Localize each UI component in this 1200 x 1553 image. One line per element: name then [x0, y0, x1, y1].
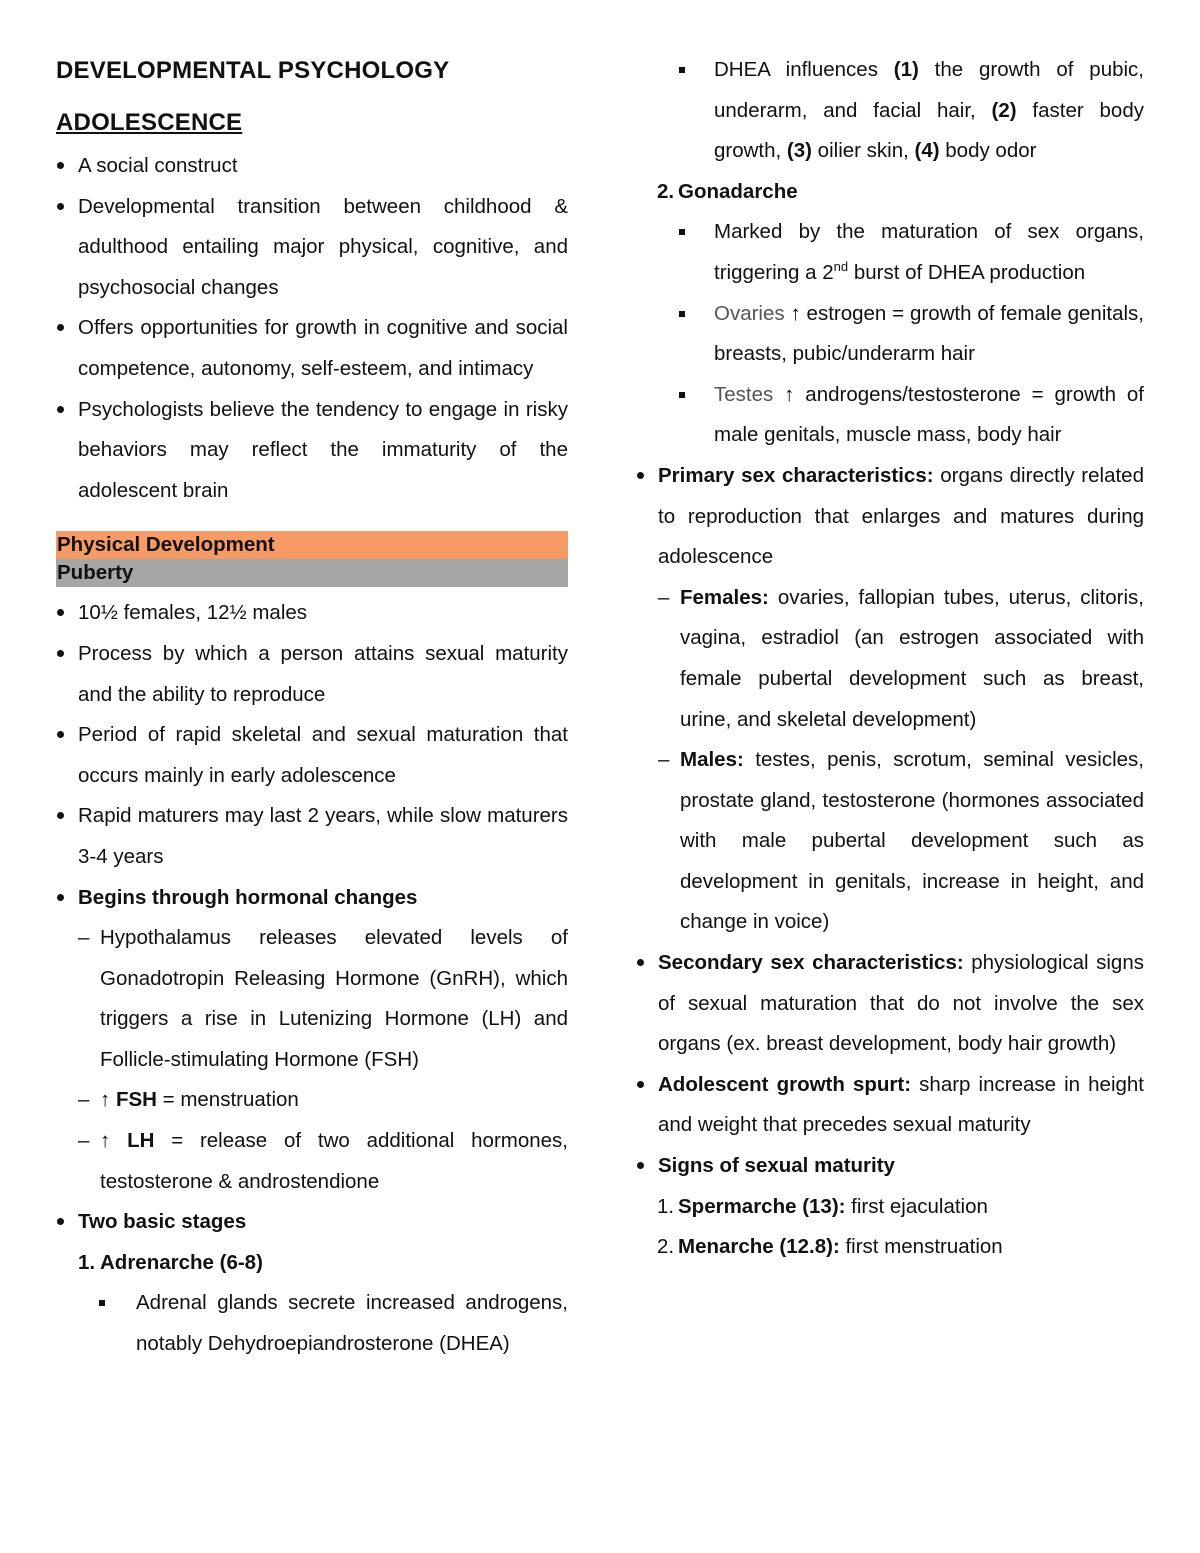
numbered-item: [636, 1187, 1144, 1228]
list-marker: (1): [893, 58, 919, 81]
dash-item: [636, 740, 1144, 943]
list-marker: (4): [914, 139, 940, 163]
text-run: Marked by the maturation of sex organs, triggering a 2: [714, 220, 1144, 284]
definition: testes, penis, scrotum, seminal vesicles, prostate gland, testosterone (hormones associated with male pubertal development such as development in genitals, increase in height, and change in voice): [680, 748, 1144, 934]
dash-marker: –: [658, 748, 670, 772]
text-run: burst of DHEA production: [848, 260, 1086, 284]
bullet-item: Period of rapid skeletal and sexual maturation that occurs mainly in early adolescence: [56, 715, 568, 796]
square-bullet-item: [636, 50, 1144, 172]
hormone-name: LH: [127, 1129, 155, 1153]
bullet-item-heading: Begins through hormonal changes: [56, 878, 568, 919]
bullet-item: [636, 943, 1144, 1065]
hormone-name: FSH: [115, 1088, 157, 1112]
text-run: body odor: [939, 139, 1037, 163]
dash-marker: –: [78, 1129, 90, 1153]
numbered-item: [56, 1243, 568, 1284]
term: Menarche (12.8):: [678, 1235, 840, 1259]
square-bullet-item: [636, 212, 1144, 293]
dash-marker: –: [658, 585, 670, 609]
dash-item-text: = menstruation: [156, 1088, 299, 1112]
bullet-item: Offers opportunities for growth in cognitive and social competence, autonomy, self-esteem, and intimacy: [56, 308, 568, 389]
square-bullet-item: Adrenal glands secrete increased androgens, notably Dehydroepiandrosterone (DHEA): [56, 1283, 568, 1364]
bullet-item: A social construct: [56, 146, 568, 187]
document-title: DEVELOPMENTAL PSYCHOLOGY: [56, 57, 450, 84]
definition: first menstruation: [839, 1235, 1003, 1259]
bullet-item: [636, 456, 1144, 578]
numbered-item-label: Gonadarche: [678, 179, 798, 203]
bullet-item: Process by which a person attains sexual maturity and the ability to reproduce: [56, 634, 568, 715]
square-bullet-item: [636, 294, 1144, 375]
numbered-item: [636, 172, 1144, 213]
bullet-item: 10½ females, 12½ males: [56, 593, 568, 634]
topic-heading: ADOLESCENCE: [56, 109, 243, 136]
term: Spermarche (13):: [678, 1194, 846, 1218]
bullet-item: Developmental transition between childhood & adulthood entailing major physical, cognitive, and psychosocial changes: [56, 187, 568, 309]
text-run: oilier skin,: [811, 139, 915, 163]
definition: first ejaculation: [845, 1194, 988, 1218]
bullet-item: [636, 1065, 1144, 1146]
bullet-item: Rapid maturers may last 2 years, while slow maturers 3-4 years: [56, 796, 568, 877]
dash-item-text: = release of two additional hormones, testosterone & androstendione: [100, 1129, 569, 1193]
dash-item-text: Hypothalamus releases elevated levels of Gonadotropin Releasing Hormone (GnRH), which triggers a rise in Lutenizing Hormone (LH) and Follicle-stimulating Hormone (FSH): [100, 926, 568, 1071]
term: Ovaries: [714, 301, 785, 325]
list-marker: (3): [786, 139, 812, 163]
square-bullet-item: [636, 375, 1144, 456]
dash-item: [636, 578, 1144, 740]
section-heading: Physical Development: [56, 531, 568, 559]
bullet-item-heading: Two basic stages: [56, 1202, 568, 1243]
dash-item: [56, 1121, 568, 1202]
left-column: [56, 50, 568, 1365]
dash-item: [56, 1080, 568, 1121]
list-marker: (2): [991, 98, 1017, 122]
text-run: ↑ androgens/testosterone = growth of male genitals, muscle mass, body hair: [714, 382, 1144, 447]
text-run: faster body growth,: [714, 98, 1144, 163]
term: Adolescent growth spurt:: [658, 1072, 912, 1096]
dash-marker: –: [78, 1088, 90, 1112]
superscript: nd: [833, 259, 849, 275]
term: Testes: [714, 382, 774, 406]
term: Males:: [680, 748, 744, 772]
text-run: ↑ estrogen = growth of female genitals, breasts, pubic/underarm hair: [714, 301, 1144, 366]
definition: ovaries, fallopian tubes, uterus, clitoris, vagina, estradiol (an estrogen associated with female pubertal development such as breast, urine, and skeletal development): [680, 585, 1144, 731]
text-run: DHEA influences: [714, 58, 894, 81]
arrow-up-icon: ↑: [100, 1129, 128, 1153]
item-number: 2.: [657, 179, 675, 203]
subsection-heading: Puberty: [56, 559, 568, 587]
dash-item: [56, 918, 568, 1080]
numbered-item-label: Adrenarche (6-8): [100, 1250, 263, 1274]
text-run: the growth of pubic, underarm, and facial hair,: [714, 58, 1144, 122]
dash-marker: –: [78, 926, 90, 950]
right-column: [636, 50, 1144, 1268]
item-number: 1.: [78, 1250, 96, 1274]
definition: physiological signs of sexual maturation that do not involve the sex organs (ex. breast development, body hair growth): [658, 951, 1144, 1056]
term: Females:: [680, 585, 769, 609]
definition: organs directly related to reproduction that enlarges and matures during adolescence: [658, 463, 1144, 569]
definition: sharp increase in height and weight that precedes sexual maturity: [658, 1072, 1144, 1137]
item-number: 2.: [657, 1235, 675, 1259]
term: Primary sex characteristics:: [658, 463, 934, 487]
numbered-item: [636, 1227, 1144, 1268]
bullet-item: Psychologists believe the tendency to engage in risky behaviors may reflect the immaturity of the adolescent brain: [56, 390, 568, 512]
bullet-item-heading: Signs of sexual maturity: [636, 1146, 1144, 1187]
term: Secondary sex characteristics:: [658, 951, 964, 975]
item-number: 1.: [657, 1194, 675, 1218]
arrow-up-icon: ↑: [100, 1088, 116, 1112]
